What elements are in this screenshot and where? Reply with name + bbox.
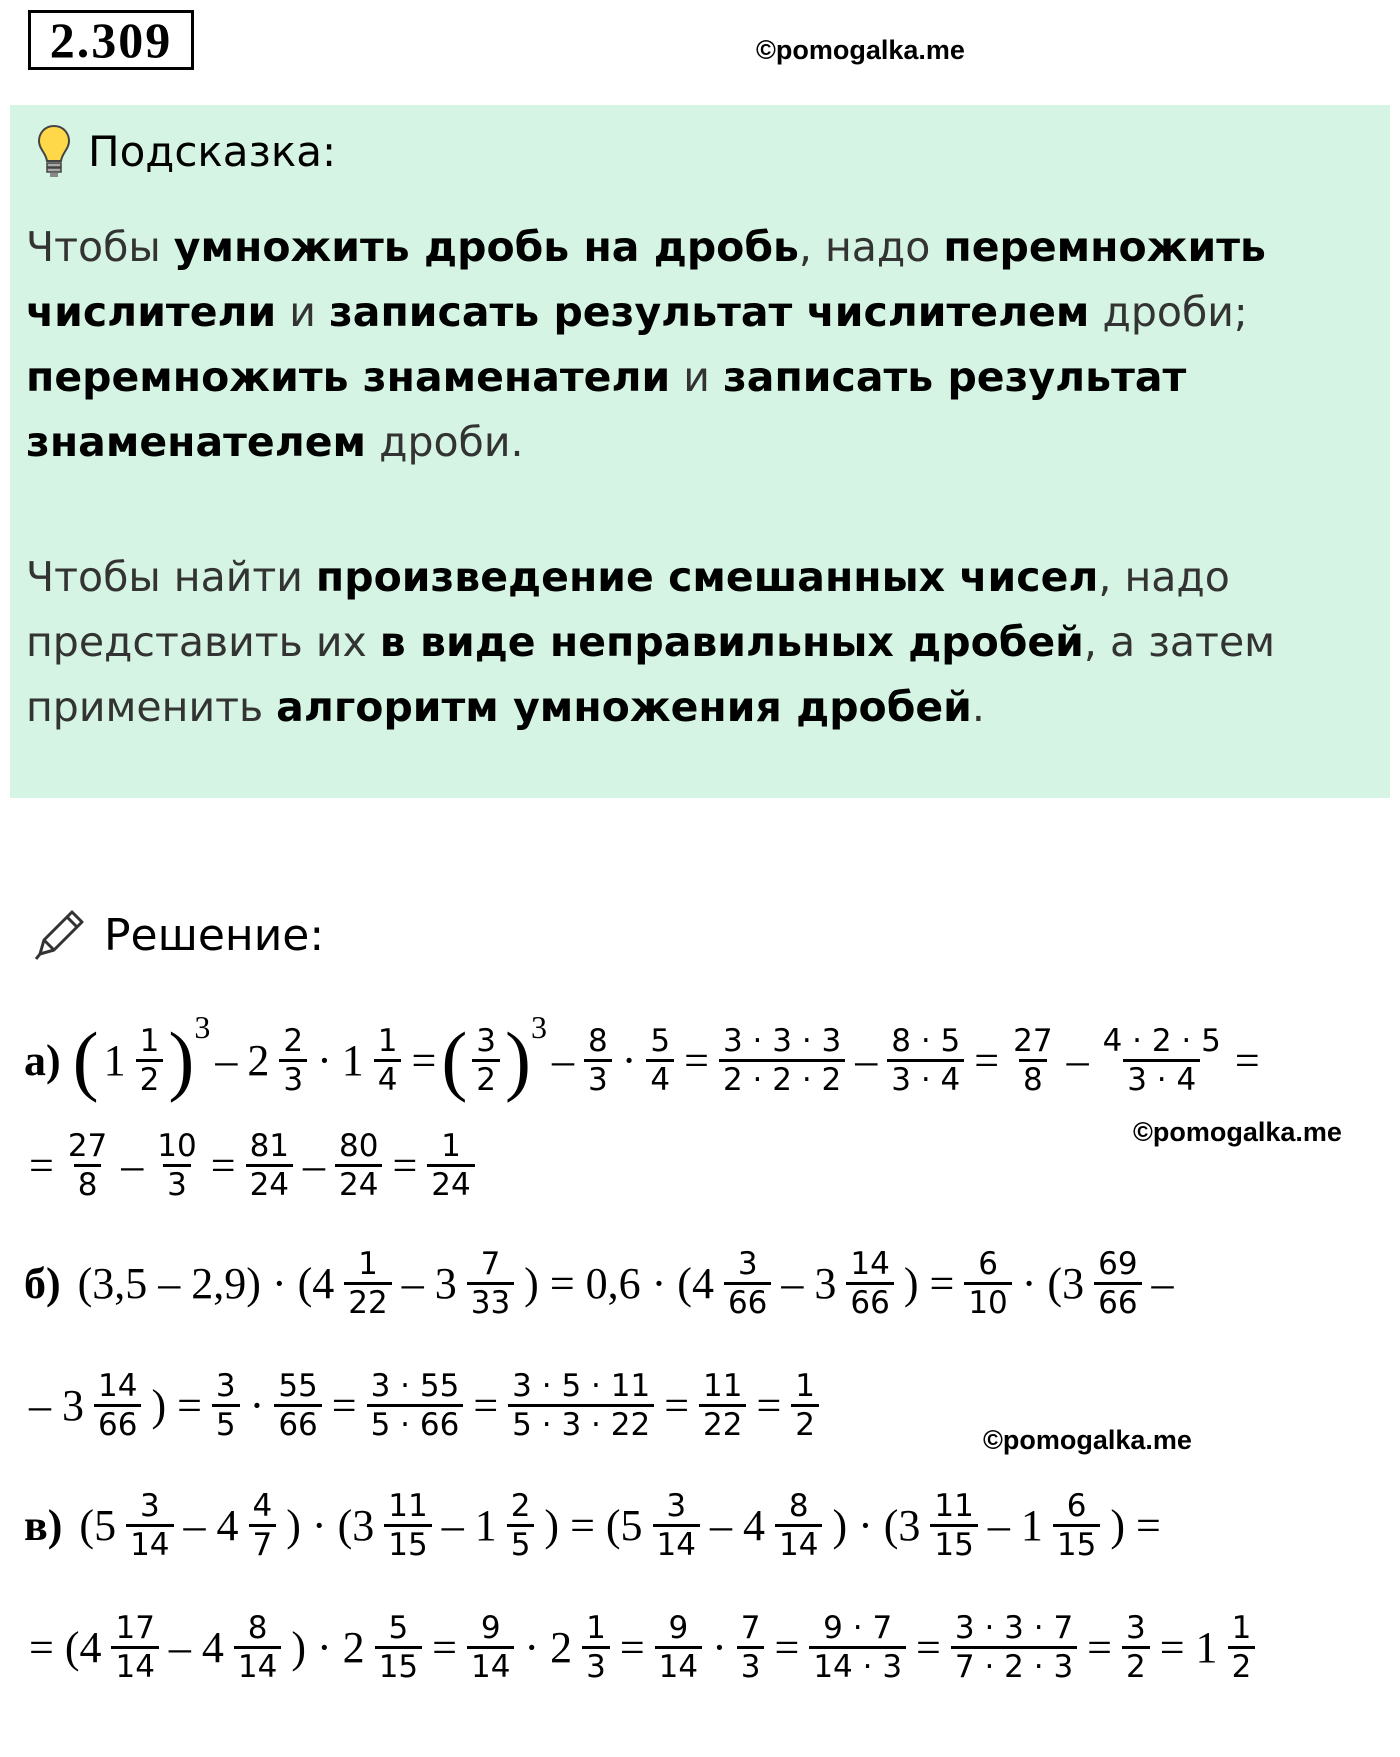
fraction-numerator: 1 — [795, 1367, 816, 1404]
hint-text: , надо — [798, 223, 944, 271]
hint-text: дроби; — [1089, 288, 1248, 336]
math-token: – — [303, 1140, 326, 1190]
fraction-denominator: 22 — [699, 1404, 746, 1443]
fraction-denominator: 5 · 3 · 22 — [508, 1404, 654, 1443]
math-token: ) = — [903, 1258, 955, 1308]
math-token: = — [619, 1622, 645, 1672]
fraction-numerator: 27 — [1013, 1022, 1053, 1059]
fraction-numerator: 4 · 2 · 5 — [1102, 1022, 1221, 1059]
part-label-v: в) — [24, 1500, 63, 1550]
math-token: – 1 — [987, 1500, 1043, 1550]
math-token: ) = — [1110, 1500, 1161, 1550]
equation-line-v2 — [24, 1592, 1260, 1702]
fraction-numerator: 9 · 7 — [823, 1609, 893, 1646]
fraction-denominator: 66 — [846, 1282, 893, 1321]
fraction-denominator: 14 · 3 — [809, 1646, 906, 1685]
math-token: = — [684, 1035, 709, 1085]
math-token: 2 — [247, 1035, 270, 1085]
fraction — [467, 1610, 514, 1685]
fraction — [384, 1488, 431, 1563]
fraction — [344, 1246, 391, 1321]
hint-emphasis: перемножить числители — [26, 223, 1266, 336]
math-token: – 4 — [183, 1500, 239, 1550]
fraction-numerator: 1 — [586, 1609, 606, 1646]
fraction-numerator: 3 — [737, 1245, 758, 1282]
math-token: = — [432, 1622, 457, 1672]
math-token: · 2 — [524, 1622, 573, 1672]
fraction — [212, 1368, 240, 1443]
fraction-denominator: 24 — [427, 1164, 474, 1203]
math-token: ) · (3 — [832, 1500, 921, 1550]
fraction-numerator: 6 — [978, 1245, 998, 1282]
fraction-denominator: 2 — [136, 1059, 164, 1098]
fraction-numerator: 11 — [703, 1367, 743, 1404]
fraction — [809, 1610, 906, 1685]
math-token: – — [552, 1035, 575, 1085]
math-token: 1 — [103, 1035, 126, 1085]
fraction — [508, 1368, 654, 1443]
math-token: – — [1151, 1258, 1174, 1308]
math-token: (3,5 – 2,9) · (4 — [77, 1258, 335, 1308]
fraction-denominator: 2 — [1122, 1646, 1150, 1685]
part-label-a: а) — [24, 1035, 61, 1085]
math-token: – 1 — [441, 1500, 497, 1550]
fraction-numerator: 10 — [157, 1127, 197, 1164]
fraction-numerator: 9 — [668, 1609, 689, 1646]
math-token: – 3 — [781, 1258, 837, 1308]
part-label-b: б) — [24, 1258, 61, 1308]
fraction-numerator: 14 — [850, 1245, 890, 1282]
fraction — [699, 1368, 746, 1443]
fraction-denominator: 4 — [646, 1059, 674, 1098]
fraction-denominator: 4 — [374, 1059, 402, 1098]
fraction — [1094, 1246, 1141, 1321]
fraction — [374, 1023, 402, 1098]
fraction-numerator: 1 — [441, 1127, 461, 1164]
fraction-numerator: 3 · 55 — [370, 1367, 460, 1404]
fraction — [335, 1128, 382, 1203]
math-token: · — [712, 1622, 727, 1672]
math-token: = — [664, 1380, 690, 1430]
equation-line-b2 — [24, 1350, 824, 1460]
fraction-numerator: 3 — [666, 1487, 687, 1524]
fraction-numerator: 2 — [510, 1487, 531, 1524]
fraction-denominator: 33 — [467, 1282, 514, 1321]
math-token: ) = — [151, 1380, 202, 1430]
math-token: ) = (5 — [544, 1500, 643, 1550]
problem-number: 2.309 — [28, 10, 194, 70]
fraction — [111, 1610, 158, 1685]
fraction-numerator: 9 — [480, 1609, 501, 1646]
fraction-numerator: 1 — [1231, 1609, 1252, 1646]
fraction-numerator: 14 — [98, 1367, 138, 1404]
fraction-numerator: 3 — [476, 1022, 497, 1059]
fraction — [274, 1368, 321, 1443]
fraction-denominator: 8 — [74, 1164, 102, 1203]
math-token: = — [473, 1380, 499, 1430]
math-token: (5 — [79, 1500, 117, 1550]
math-token: – 3 — [29, 1380, 84, 1430]
fraction — [655, 1610, 702, 1685]
equation-line-v1 — [24, 1470, 1166, 1580]
parenthesis: ( — [441, 1016, 468, 1103]
fraction-denominator: 15 — [1053, 1524, 1100, 1563]
equation-line-a1 — [24, 1005, 1265, 1115]
fraction-denominator: 24 — [335, 1164, 382, 1203]
fraction-denominator: 5 · 66 — [367, 1404, 464, 1443]
math-token: · — [249, 1380, 265, 1430]
fraction-denominator: 22 — [344, 1282, 391, 1321]
fraction-denominator: 15 — [384, 1524, 431, 1563]
fraction — [1122, 1610, 1150, 1685]
hint-emphasis: алгоритм умножения дробей — [276, 683, 972, 731]
fraction — [136, 1023, 164, 1098]
fraction-denominator: 10 — [964, 1282, 1011, 1321]
fraction — [646, 1023, 674, 1098]
fraction-denominator: 14 — [126, 1524, 173, 1563]
fraction — [930, 1488, 977, 1563]
hint-header — [36, 121, 336, 181]
watermark: ©pomogalka.me — [1133, 1117, 1342, 1147]
math-token: ) = 0,6 · (4 — [524, 1258, 714, 1308]
fraction — [846, 1246, 893, 1321]
fraction-numerator: 1 — [139, 1022, 160, 1059]
hint-text: , а затем применить — [26, 618, 1276, 731]
hint-text: , надо представить их — [26, 553, 1230, 666]
math-token: = — [1087, 1622, 1112, 1672]
fraction-numerator: 55 — [278, 1367, 318, 1404]
fraction — [719, 1023, 845, 1098]
fraction — [724, 1246, 771, 1321]
fraction-denominator: 3 — [279, 1059, 307, 1098]
solution-title: Решение: — [104, 909, 325, 961]
math-token: = — [1234, 1035, 1260, 1085]
fraction-denominator: 5 — [507, 1524, 535, 1563]
fraction — [964, 1246, 1011, 1321]
exponent: 3 — [531, 1009, 548, 1045]
fraction — [246, 1128, 293, 1203]
fraction — [1228, 1610, 1256, 1685]
hint-paragraph-2 — [26, 545, 1376, 740]
fraction — [775, 1488, 822, 1563]
hint-panel — [10, 105, 1390, 798]
fraction-denominator: 14 — [653, 1524, 700, 1563]
math-token: = — [392, 1140, 418, 1190]
fraction — [791, 1368, 819, 1443]
fraction-denominator: 3 · 4 — [1123, 1059, 1200, 1098]
fraction-denominator: 3 — [163, 1164, 191, 1203]
pencil-icon — [30, 906, 88, 964]
fraction — [279, 1023, 307, 1098]
fraction-numerator: 8 — [788, 1487, 809, 1524]
fraction — [887, 1023, 964, 1098]
math-token: ) · 2 — [291, 1622, 365, 1672]
fraction — [126, 1488, 173, 1563]
fraction-denominator: 3 — [584, 1059, 612, 1098]
fraction-numerator: 5 — [650, 1022, 671, 1059]
fraction — [1099, 1023, 1225, 1098]
math-token: = — [974, 1035, 1000, 1085]
fraction-denominator: 14 — [234, 1646, 281, 1685]
hint-text: и — [670, 353, 723, 401]
math-token: = — [411, 1035, 437, 1085]
fraction-denominator: 14 — [775, 1524, 822, 1563]
fraction-numerator: 81 — [249, 1127, 290, 1164]
hint-emphasis: записать результат числителем — [328, 288, 1090, 336]
math-token: = — [210, 1140, 236, 1190]
parenthesis: ( — [72, 1016, 99, 1103]
math-token: – 4 — [168, 1622, 224, 1672]
fraction — [584, 1023, 612, 1098]
math-token: = — [756, 1380, 782, 1430]
fraction-numerator: 80 — [339, 1127, 379, 1164]
fraction-denominator: 7 · 2 · 3 — [951, 1646, 1077, 1685]
equation-line-b1 — [24, 1228, 1179, 1338]
math-token: = — [916, 1622, 941, 1672]
hint-text: дроби. — [366, 418, 524, 466]
fraction-denominator: 5 — [212, 1404, 240, 1443]
watermark: ©pomogalka.me — [983, 1425, 1192, 1455]
lightbulb-icon — [36, 123, 72, 179]
math-token: 1 — [341, 1035, 364, 1085]
fraction — [367, 1368, 464, 1443]
math-token: · — [317, 1035, 332, 1085]
fraction-numerator: 4 — [252, 1487, 273, 1524]
parenthesis: ) — [505, 1016, 532, 1103]
fraction-numerator: 5 — [388, 1609, 409, 1646]
fraction — [153, 1128, 200, 1203]
fraction-numerator: 3 · 5 · 11 — [512, 1367, 651, 1404]
math-token: = (4 — [29, 1622, 102, 1672]
fraction-numerator: 17 — [115, 1609, 155, 1646]
fraction-denominator: 14 — [111, 1646, 158, 1685]
fraction — [582, 1610, 610, 1685]
fraction-numerator: 27 — [67, 1127, 108, 1164]
fraction-numerator: 3 — [139, 1487, 160, 1524]
parenthesis: ) — [168, 1016, 195, 1103]
exponent: 3 — [194, 1009, 211, 1045]
fraction-numerator: 3 — [215, 1367, 236, 1404]
math-token: = — [331, 1380, 357, 1430]
fraction — [375, 1610, 422, 1685]
fraction — [1009, 1023, 1056, 1098]
fraction — [951, 1610, 1077, 1685]
fraction-numerator: 2 — [283, 1022, 304, 1059]
hint-emphasis: умножить дробь на дробь — [173, 223, 799, 271]
fraction-numerator: 7 — [740, 1609, 761, 1646]
watermark: ©pomogalka.me — [756, 35, 965, 65]
fraction-denominator: 15 — [375, 1646, 422, 1685]
hint-emphasis: произведение смешанных чисел — [315, 553, 1099, 601]
fraction-numerator: 8 — [247, 1609, 268, 1646]
fraction-numerator: 3 · 3 · 3 — [722, 1022, 842, 1059]
fraction-numerator: 8 · 5 — [891, 1022, 961, 1059]
fraction-numerator: 8 — [588, 1022, 608, 1059]
fraction-denominator: 2 · 2 · 2 — [719, 1059, 845, 1098]
math-token: – 4 — [710, 1500, 765, 1550]
hint-title: Подсказка: — [88, 126, 337, 176]
fraction-numerator: 1 — [358, 1245, 378, 1282]
fraction — [427, 1128, 474, 1203]
equation-line-a2 — [24, 1110, 480, 1220]
fraction-denominator: 24 — [246, 1164, 293, 1203]
fraction-denominator: 3 — [737, 1646, 765, 1685]
fraction — [507, 1488, 535, 1563]
fraction — [64, 1128, 111, 1203]
fraction-denominator: 3 · 4 — [887, 1059, 964, 1098]
fraction-denominator: 66 — [94, 1404, 141, 1443]
fraction-numerator: 1 — [377, 1022, 398, 1059]
math-token: · — [621, 1035, 637, 1085]
fraction-denominator: 66 — [274, 1404, 321, 1443]
fraction-denominator: 15 — [930, 1524, 977, 1563]
math-token: – — [855, 1035, 878, 1085]
hint-emphasis: записать результат знаменателем — [26, 353, 1187, 466]
math-token: – — [215, 1035, 238, 1085]
hint-paragraph-1 — [26, 215, 1376, 475]
fraction — [737, 1610, 765, 1685]
fraction-denominator: 8 — [1019, 1059, 1047, 1098]
math-token: = — [774, 1622, 800, 1672]
fraction-denominator: 66 — [724, 1282, 771, 1321]
hint-text: Чтобы найти — [26, 553, 316, 601]
fraction-numerator: 7 — [480, 1245, 501, 1282]
fraction-numerator: 3 — [1126, 1609, 1146, 1646]
hint-text: . — [971, 683, 985, 731]
fraction-numerator: 69 — [1098, 1245, 1138, 1282]
fraction — [653, 1488, 700, 1563]
fraction — [467, 1246, 514, 1321]
math-token: – 3 — [401, 1258, 457, 1308]
math-token: = 1 — [1159, 1622, 1218, 1672]
fraction-denominator: 2 — [472, 1059, 500, 1098]
fraction-numerator: 11 — [388, 1487, 428, 1524]
fraction-denominator: 14 — [655, 1646, 702, 1685]
fraction — [472, 1023, 500, 1098]
hint-text: Чтобы — [26, 223, 174, 271]
fraction-denominator: 66 — [1094, 1282, 1141, 1321]
hint-emphasis: перемножить знаменатели — [26, 353, 671, 401]
math-token: = — [29, 1140, 54, 1190]
solution-header — [30, 900, 324, 970]
math-token: ) · (3 — [286, 1500, 375, 1550]
fraction-numerator: 3 · 3 · 7 — [954, 1609, 1074, 1646]
fraction-denominator: 2 — [1228, 1646, 1256, 1685]
fraction — [1053, 1488, 1100, 1563]
fraction-numerator: 6 — [1066, 1487, 1087, 1524]
hint-emphasis: в виде неправильных дробей — [379, 618, 1084, 666]
fraction-denominator: 2 — [791, 1404, 819, 1443]
math-token: · (3 — [1021, 1258, 1085, 1308]
fraction-denominator: 3 — [582, 1646, 610, 1685]
fraction — [94, 1368, 141, 1443]
math-token: – — [121, 1140, 144, 1190]
fraction-denominator: 7 — [249, 1524, 277, 1563]
fraction-numerator: 11 — [934, 1487, 974, 1524]
hint-text: и — [276, 288, 329, 336]
fraction — [249, 1488, 277, 1563]
math-token: – — [1066, 1035, 1089, 1085]
fraction — [234, 1610, 281, 1685]
fraction-denominator: 14 — [467, 1646, 514, 1685]
